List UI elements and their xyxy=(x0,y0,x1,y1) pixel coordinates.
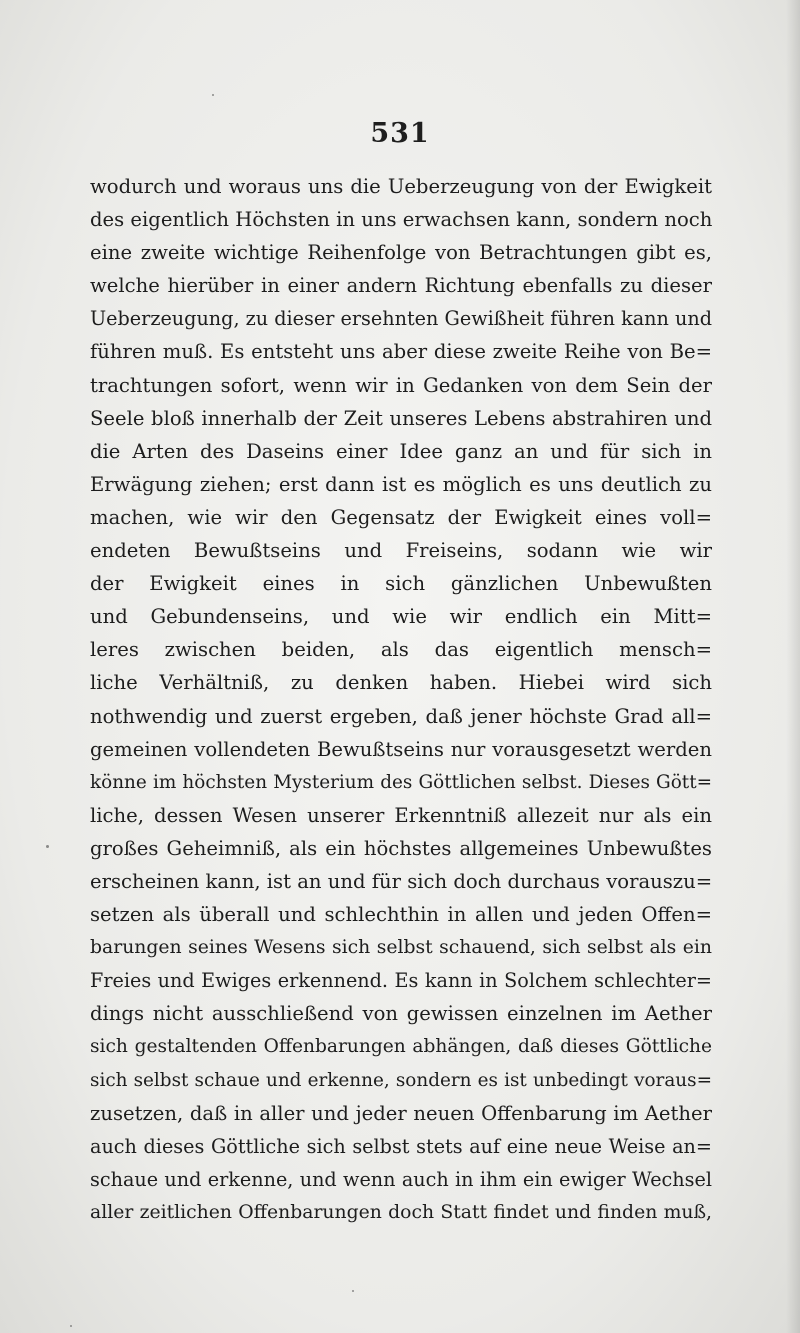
text-line: sich gestaltenden Offenbarungen abhängen, daß dieses Göttliche xyxy=(90,1036,712,1058)
paper-speck xyxy=(212,94,214,96)
text-line: liche, dessen Wesen unserer Erkenntniß allezeit nur als ein xyxy=(90,803,712,827)
text-line: Ueberzeugung, zu dieser ersehnten Gewißheit führen kann und xyxy=(90,307,712,331)
text-line: schaue und erkenne, und wenn auch in ihm ein ewiger Wechsel xyxy=(90,1167,712,1191)
text-line: des eigentlich Höchsten in uns erwachsen kann, sondern noch xyxy=(90,208,712,232)
text-line: aller zeitlichen Offenbarungen doch Statt findet und finden muß, xyxy=(90,1201,712,1223)
text-line: sich selbst schaue und erkenne, sondern es ist unbedingt voraus= xyxy=(90,1069,712,1091)
text-line: Freies und Ewiges erkennend. Es kann in Solchem schlechter= xyxy=(90,969,712,993)
text-line: gemeinen vollendeten Bewußtseins nur vorausgesetzt werden xyxy=(90,737,712,761)
text-line: leres zwischen beiden, als das eigentlich mensch= xyxy=(90,638,712,662)
text-line: setzen als überall und schlechthin in allen und jeden Offen= xyxy=(90,903,712,927)
text-line: erscheinen kann, ist an und für sich doch durchaus vorauszu= xyxy=(90,869,712,893)
text-line: eine zweite wichtige Reihenfolge von Betrachtungen gibt es, xyxy=(90,241,712,265)
text-line: führen muß. Es entsteht uns aber diese zweite Reihe von Be= xyxy=(90,340,712,364)
text-line: auch dieses Göttliche sich selbst stets auf eine neue Weise an= xyxy=(90,1134,712,1158)
text-line: barungen seines Wesens sich selbst schauend, sich selbst als ein xyxy=(90,937,712,959)
text-line: großes Geheimniß, als ein höchstes allgemeines Unbewußtes xyxy=(90,836,712,860)
text-line: der Ewigkeit eines in sich gänzlichen Unbewußten xyxy=(90,572,712,596)
text-line: welche hierüber in einer andern Richtung ebenfalls zu dieser xyxy=(90,274,712,298)
page-edge-shadow xyxy=(786,0,800,1333)
paper-speck xyxy=(70,1325,72,1327)
text-line: könne im höchsten Mysterium des Göttlichen selbst. Dieses Gött= xyxy=(90,771,712,793)
text-line: Erwägung ziehen; erst dann ist es möglich es uns deutlich zu xyxy=(90,472,712,496)
text-line: die Arten des Daseins einer Idee ganz an und für sich in xyxy=(90,439,712,463)
text-line: liche Verhältniß, zu denken haben. Hiebei wird sich xyxy=(90,671,712,695)
text-line: machen, wie wir den Gegensatz der Ewigkeit eines voll= xyxy=(90,505,712,529)
paper-speck xyxy=(352,1290,354,1292)
text-line: Seele bloß innerhalb der Zeit unseres Lebens abstrahiren und xyxy=(90,406,712,430)
paper-speck xyxy=(46,845,49,848)
page-number: 531 xyxy=(370,118,430,149)
text-line: zusetzen, daß in aller und jeder neuen Offenbarung im Aether xyxy=(90,1101,712,1125)
text-line: trachtungen sofort, wenn wir in Gedanken von dem Sein der xyxy=(90,373,712,397)
text-line: wodurch und woraus uns die Ueberzeugung von der Ewigkeit xyxy=(90,175,712,198)
body-text xyxy=(90,170,712,1229)
text-line: und Gebundenseins, und wie wir endlich ein Mitt= xyxy=(90,605,712,629)
text-line: endeten Bewußtseins und Freiseins, sodann wie wir xyxy=(90,539,712,563)
text-line: nothwendig und zuerst ergeben, daß jener höchste Grad all= xyxy=(90,704,712,728)
text-line: dings nicht ausschließend von gewissen einzelnen im Aether xyxy=(90,1002,712,1026)
